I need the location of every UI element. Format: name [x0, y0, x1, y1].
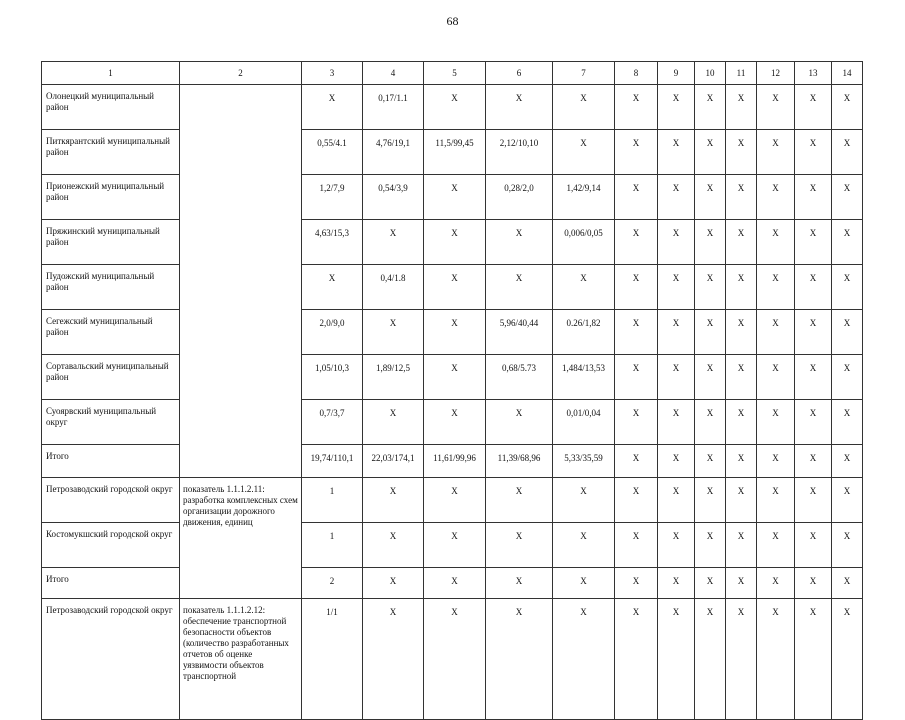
table-cell: Х: [658, 85, 695, 130]
table-cell: Х: [726, 523, 757, 568]
table-cell: Х: [424, 85, 486, 130]
table-cell: Х: [726, 355, 757, 400]
row-label: Петрозаводский городской округ: [42, 478, 180, 523]
table-cell: Х: [695, 355, 726, 400]
table-row: [42, 445, 863, 478]
table-cell: 1,05/10,3: [302, 355, 363, 400]
column-header: 4: [363, 62, 424, 85]
table-cell: Х: [795, 130, 832, 175]
table-cell: Х: [726, 400, 757, 445]
table-cell: 0,68/5.73: [486, 355, 553, 400]
table-cell: Х: [795, 85, 832, 130]
table-cell: Х: [795, 445, 832, 478]
table-cell: Х: [757, 478, 795, 523]
column-header: 6: [486, 62, 553, 85]
table-cell: 5,96/40,44: [486, 310, 553, 355]
table-cell: Х: [795, 599, 832, 720]
table-cell: Х: [695, 130, 726, 175]
table-cell: Х: [726, 175, 757, 220]
table-cell: Х: [795, 265, 832, 310]
table-cell: Х: [757, 175, 795, 220]
table-cell: Х: [363, 523, 424, 568]
table-cell: 1/1: [302, 599, 363, 720]
table-cell: 4,63/15,3: [302, 220, 363, 265]
table-cell: Х: [615, 523, 658, 568]
table-cell: Х: [695, 400, 726, 445]
table-cell: Х: [757, 445, 795, 478]
table-cell: Х: [302, 85, 363, 130]
row-label: Суоярвский муниципальный округ: [42, 400, 180, 445]
table-row: [42, 478, 863, 523]
table-cell: 1,2/7,9: [302, 175, 363, 220]
table-cell: Х: [832, 445, 863, 478]
table-cell: Х: [726, 445, 757, 478]
table-cell: Х: [695, 85, 726, 130]
column-header: 8: [615, 62, 658, 85]
table-cell: Х: [757, 568, 795, 599]
table-cell: Х: [658, 130, 695, 175]
table-cell: 11,39/68,96: [486, 445, 553, 478]
table-cell: Х: [424, 523, 486, 568]
table-cell: Х: [832, 265, 863, 310]
table-row: [42, 355, 863, 400]
table-cell: Х: [726, 220, 757, 265]
table-cell: 2: [302, 568, 363, 599]
table-cell: Х: [363, 220, 424, 265]
table-cell: Х: [658, 599, 695, 720]
table-cell: Х: [486, 568, 553, 599]
table-cell: 0,01/0,04: [553, 400, 615, 445]
table-cell: Х: [615, 400, 658, 445]
table-cell: Х: [757, 523, 795, 568]
table-cell: Х: [424, 599, 486, 720]
row-label: Пудожский муниципальный район: [42, 265, 180, 310]
table-cell: 2,12/10,10: [486, 130, 553, 175]
table-row: [42, 568, 863, 599]
table-cell: Х: [757, 310, 795, 355]
row-label: Итого: [42, 568, 180, 599]
table-cell: Х: [553, 265, 615, 310]
table-cell: Х: [553, 568, 615, 599]
table-row: [42, 220, 863, 265]
table-cell: Х: [695, 478, 726, 523]
table-cell: Х: [553, 478, 615, 523]
table-cell: 0,28/2,0: [486, 175, 553, 220]
column-header: 7: [553, 62, 615, 85]
table-cell: Х: [615, 85, 658, 130]
table-cell: 22,03/174,1: [363, 445, 424, 478]
table-cell: Х: [757, 220, 795, 265]
table-cell: 4,76/19,1: [363, 130, 424, 175]
table-cell: 1: [302, 523, 363, 568]
table-cell: Х: [795, 568, 832, 599]
table-row: [42, 85, 863, 130]
table-cell: Х: [795, 355, 832, 400]
table-cell: Х: [658, 523, 695, 568]
table-cell: Х: [795, 175, 832, 220]
table-row: [42, 599, 863, 720]
table-cell: Х: [615, 265, 658, 310]
table-row: [42, 310, 863, 355]
table-cell: Х: [832, 568, 863, 599]
row-label: Сегежский муниципальный район: [42, 310, 180, 355]
table-cell: Х: [486, 599, 553, 720]
table-cell: Х: [553, 523, 615, 568]
table-cell: Х: [832, 523, 863, 568]
table-cell: Х: [757, 130, 795, 175]
table-cell: Х: [424, 355, 486, 400]
table-cell: 1: [302, 478, 363, 523]
column-header-row: [42, 62, 863, 85]
table-row: [42, 523, 863, 568]
table-cell: Х: [658, 265, 695, 310]
table-row: [42, 265, 863, 310]
table-cell: 0,54/3,9: [363, 175, 424, 220]
table-cell: Х: [486, 400, 553, 445]
row-label: Питкярантский муниципальный район: [42, 130, 180, 175]
table-cell: Х: [695, 175, 726, 220]
indicator-description: показатель 1.1.1.2.11: разработка комплексных схем организации дорожного движения, единиц: [180, 478, 302, 599]
table-cell: Х: [424, 175, 486, 220]
table-cell: Х: [726, 568, 757, 599]
table-cell: Х: [726, 265, 757, 310]
table-cell: Х: [615, 355, 658, 400]
table-cell: 11,5/99,45: [424, 130, 486, 175]
table-cell: Х: [832, 400, 863, 445]
table-cell: Х: [832, 85, 863, 130]
table-cell: Х: [658, 478, 695, 523]
row-label: Итого: [42, 445, 180, 478]
table-cell: Х: [832, 220, 863, 265]
table-cell: Х: [486, 85, 553, 130]
table-cell: Х: [615, 445, 658, 478]
table-cell: Х: [795, 523, 832, 568]
table-cell: Х: [363, 599, 424, 720]
table-cell: Х: [615, 175, 658, 220]
table-cell: 1,42/9,14: [553, 175, 615, 220]
row-label: Олонецкий муниципальный район: [42, 85, 180, 130]
table-cell: Х: [424, 400, 486, 445]
column-header: 2: [180, 62, 302, 85]
table-cell: Х: [832, 478, 863, 523]
table-cell: Х: [832, 175, 863, 220]
table-cell: Х: [553, 599, 615, 720]
table-cell: Х: [695, 568, 726, 599]
table-cell: Х: [658, 175, 695, 220]
indicator-description: показатель 1.1.1.2.12: обеспечение транспортной безопасности объектов (количество разработанных отчетов об оценке уязвимости объектов транспортной: [180, 599, 302, 720]
table-cell: 0,17/1.1: [363, 85, 424, 130]
row-label: Пряжинский муниципальный район: [42, 220, 180, 265]
table-cell: Х: [795, 220, 832, 265]
table-cell: Х: [302, 265, 363, 310]
table-cell: Х: [363, 310, 424, 355]
table-cell: Х: [695, 445, 726, 478]
table-cell: Х: [424, 220, 486, 265]
table-cell: Х: [726, 130, 757, 175]
table-cell: Х: [726, 310, 757, 355]
table-cell: Х: [757, 265, 795, 310]
table-cell: Х: [695, 310, 726, 355]
table-cell: Х: [658, 355, 695, 400]
column-header: 5: [424, 62, 486, 85]
table-cell: Х: [695, 265, 726, 310]
table-row: [42, 130, 863, 175]
table-cell: Х: [695, 599, 726, 720]
column-header: 1: [42, 62, 180, 85]
table-cell: Х: [658, 400, 695, 445]
table-cell: Х: [832, 130, 863, 175]
row-label: Сортавальский муниципальный район: [42, 355, 180, 400]
table-cell: 5,33/35,59: [553, 445, 615, 478]
table-cell: Х: [658, 220, 695, 265]
column-header: 10: [695, 62, 726, 85]
column-header: 12: [757, 62, 795, 85]
column-header: 3: [302, 62, 363, 85]
table-cell: Х: [726, 85, 757, 130]
table-cell: Х: [363, 478, 424, 523]
table-cell: Х: [553, 130, 615, 175]
row-label: Прионежский муниципальный район: [42, 175, 180, 220]
table-cell: Х: [486, 220, 553, 265]
table-cell: Х: [695, 220, 726, 265]
table-cell: Х: [757, 85, 795, 130]
table-cell: Х: [486, 265, 553, 310]
column-header: 11: [726, 62, 757, 85]
table-row: [42, 400, 863, 445]
table-cell: Х: [486, 478, 553, 523]
table-cell: Х: [658, 445, 695, 478]
table-cell: Х: [615, 599, 658, 720]
table-cell: Х: [424, 310, 486, 355]
table-cell: Х: [615, 310, 658, 355]
column-header: 13: [795, 62, 832, 85]
table-cell: Х: [615, 568, 658, 599]
table-cell: 0,55/4.1: [302, 130, 363, 175]
table-cell: Х: [424, 265, 486, 310]
table-cell: 0,006/0,05: [553, 220, 615, 265]
table-cell: Х: [795, 400, 832, 445]
table-cell: Х: [363, 400, 424, 445]
column-header: 14: [832, 62, 863, 85]
table-cell: Х: [757, 355, 795, 400]
table-cell: 0,7/3,7: [302, 400, 363, 445]
table-cell: Х: [695, 523, 726, 568]
table-cell: Х: [615, 220, 658, 265]
table-cell: 0.26/1,82: [553, 310, 615, 355]
table-cell: 1,484/13,53: [553, 355, 615, 400]
table-cell: Х: [726, 478, 757, 523]
table-cell: 0,4/1.8: [363, 265, 424, 310]
table-cell: Х: [658, 310, 695, 355]
table-cell: Х: [757, 599, 795, 720]
table-cell: Х: [363, 568, 424, 599]
table-cell: Х: [553, 85, 615, 130]
table-cell: Х: [832, 310, 863, 355]
page-number: 68: [446, 14, 459, 28]
table-cell: Х: [795, 310, 832, 355]
table-cell: Х: [424, 478, 486, 523]
row-label: Петрозаводский городской округ: [42, 599, 180, 720]
table-cell: 2,0/9,0: [302, 310, 363, 355]
indicator-description: [180, 85, 302, 478]
table-cell: Х: [424, 568, 486, 599]
table-cell: Х: [615, 130, 658, 175]
table-cell: Х: [832, 599, 863, 720]
table-cell: Х: [795, 478, 832, 523]
column-header: 9: [658, 62, 695, 85]
table-cell: 11,61/99,96: [424, 445, 486, 478]
table-cell: Х: [615, 478, 658, 523]
table-cell: Х: [726, 599, 757, 720]
table-cell: 1,89/12,5: [363, 355, 424, 400]
table-cell: 19,74/110,1: [302, 445, 363, 478]
table-cell: Х: [757, 400, 795, 445]
data-table: [41, 61, 863, 720]
row-label: Костомукшский городской округ: [42, 523, 180, 568]
table-row: [42, 175, 863, 220]
table-cell: Х: [486, 523, 553, 568]
table-cell: Х: [832, 355, 863, 400]
table-cell: Х: [658, 568, 695, 599]
